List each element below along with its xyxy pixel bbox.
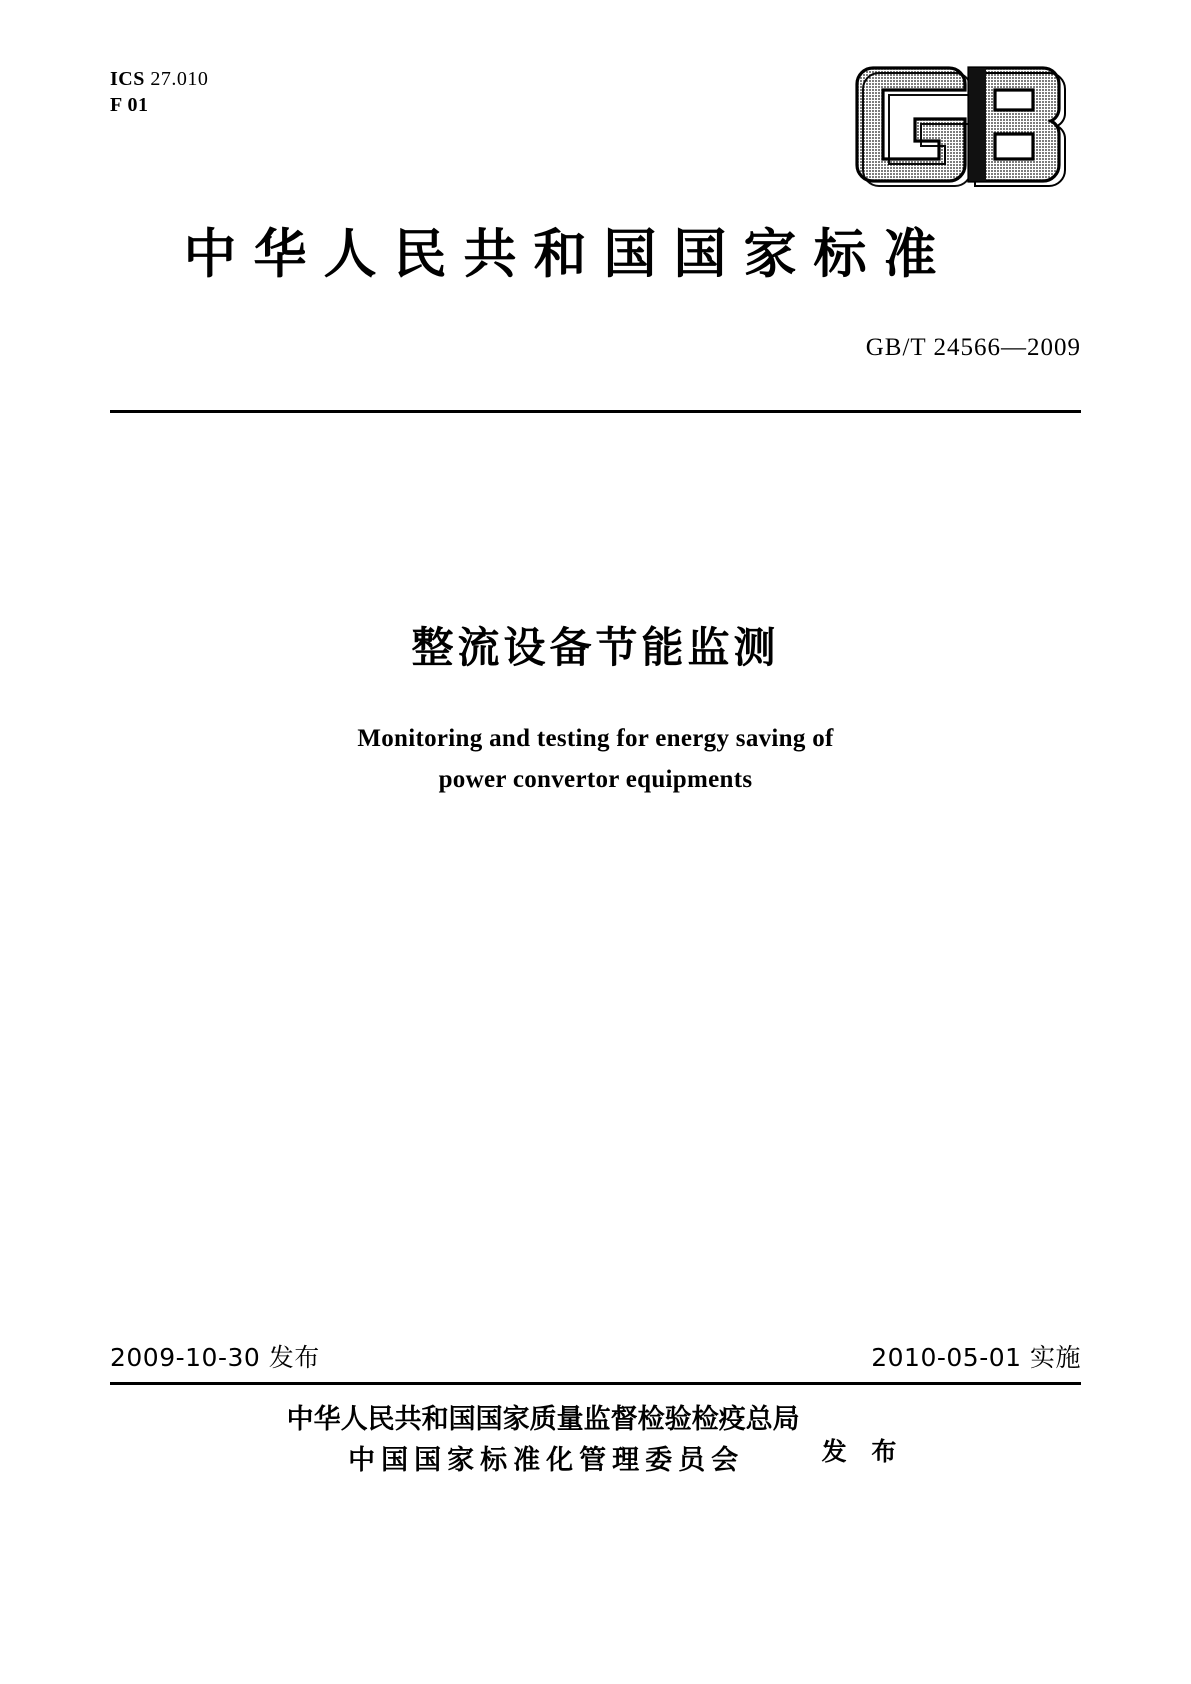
divider-bottom bbox=[110, 1382, 1081, 1385]
ics-label: ICS bbox=[110, 68, 145, 90]
divider-top bbox=[110, 410, 1081, 413]
standard-number: GB/T 24566—2009 bbox=[865, 334, 1081, 361]
document-title-english-line2: power convertor equipments bbox=[438, 766, 753, 794]
document-title-english bbox=[0, 718, 1191, 801]
gb-national-standard-emblem-icon bbox=[849, 62, 1079, 187]
document-title-chinese: 整流设备节能监测 bbox=[411, 623, 780, 672]
document-title-english-line1: Monitoring and testing for energy saving of bbox=[357, 725, 834, 752]
ics-value: 27.010 bbox=[150, 68, 209, 90]
ics-line bbox=[110, 66, 208, 92]
implementation-date: 2010-05-01 实施 bbox=[871, 1343, 1081, 1372]
issuer-line-1: 中华人民共和国国家质量监督检验检疫总局 bbox=[286, 1404, 800, 1435]
issuer-line-2: 中国国家标准化管理委员会 bbox=[348, 1444, 745, 1476]
issuer-block bbox=[0, 1400, 1191, 1481]
issuer-names bbox=[287, 1400, 800, 1481]
publish-date: 2009-10-30 发布 bbox=[110, 1343, 320, 1372]
national-standard-heading: 中华人民共和国国家标准 bbox=[183, 224, 954, 285]
issuer-publish-label: 发 布 bbox=[821, 1436, 905, 1466]
ics-classification-block bbox=[110, 66, 208, 119]
classification-code: F 01 bbox=[110, 94, 149, 117]
